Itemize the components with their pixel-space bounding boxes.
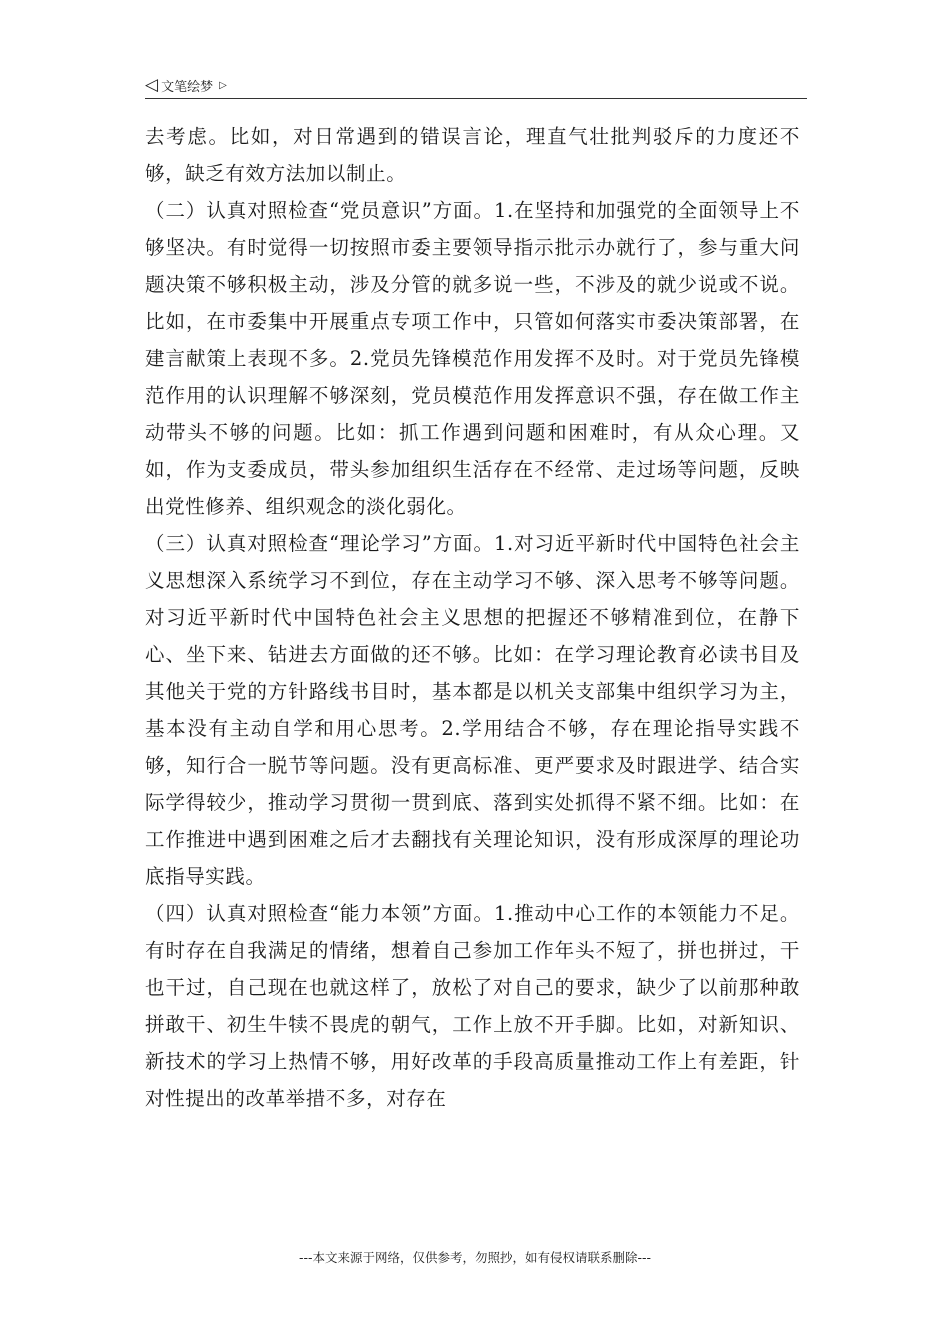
page-header — [145, 72, 807, 99]
document-body — [145, 118, 800, 1117]
paragraph: （二）认真对照检查“党员意识”方面。1.在坚持和加强党的全面领导上不够坚决。有时觉得一切按照市委主要领导指示批示办就行了，参与重大问题决策不够积极主动，涉及分管的就多说一些，不涉及的就少说或不说。比如，在市委集中开展重点专项工作中，只管如何落实市委决策部署，在建言献策上表现不多。2.党员先锋模范作用发挥不及时。对于党员先锋模范作用的认识理解不够深刻，党员模范作用发挥意识不强，存在做工作主动带头不够的问题。比如：抓工作遇到问题和困难时，有从众心理。又如，作为支委成员，带头参加组织生活存在不经常、走过场等问题，反映出党性修养、组织观念的淡化弱化。 — [145, 199, 800, 518]
left-triangle-icon: ◁ — [145, 75, 159, 95]
brand — [145, 76, 227, 95]
page-footer: ---本文来源于网络，仅供参考，勿照抄，如有侵权请联系删除--- — [298, 1250, 652, 1265]
brand-name: 文笔绘梦 — [161, 80, 214, 95]
paragraph: （四）认真对照检查“能力本领”方面。1.推动中心工作的本领能力不足。有时存在自我满足的情绪，想着自己参加工作年头不短了，拼也拼过，干也干过，自己现在也就这样了，放松了对自己的要求，缺少了以前那种敢拼敢干、初生牛犊不畏虎的朝气，工作上放不开手脚。比如，对新知识、新技术的学习上热情不够，用好改革的手段高质量推动工作上有差距，针对性提出的改革举措不多，对存在 — [145, 902, 800, 1110]
paragraph: 去考虑。比如，对日常遇到的错误言论，理直气壮批判驳斥的力度还不够，缺乏有效方法加以制止。 — [145, 125, 800, 185]
right-triangle-icon: ▷ — [219, 79, 227, 91]
paragraph: （三）认真对照检查“理论学习”方面。1.对习近平新时代中国特色社会主义思想深入系统学习不到位，存在主动学习不够、深入思考不够等问题。对习近平新时代中国特色社会主义思想的把握还不够精准到位，在静下心、坐下来、钻进去方面做的还不够。比如：在学习理论教育必读书目及其他关于党的方针路线书目时，基本都是以机关支部集中组织学习为主，基本没有主动自学和用心思考。2.学用结合不够，存在理论指导实践不够，知行合一脱节等问题。没有更高标准、更严要求及时跟进学、结合实际学得较少，推动学习贯彻一贯到底、落到实处抓得不紧不细。比如：在工作推进中遇到困难之后才去翻找有关理论知识，没有形成深厚的理论功底指导实践。 — [145, 532, 800, 888]
